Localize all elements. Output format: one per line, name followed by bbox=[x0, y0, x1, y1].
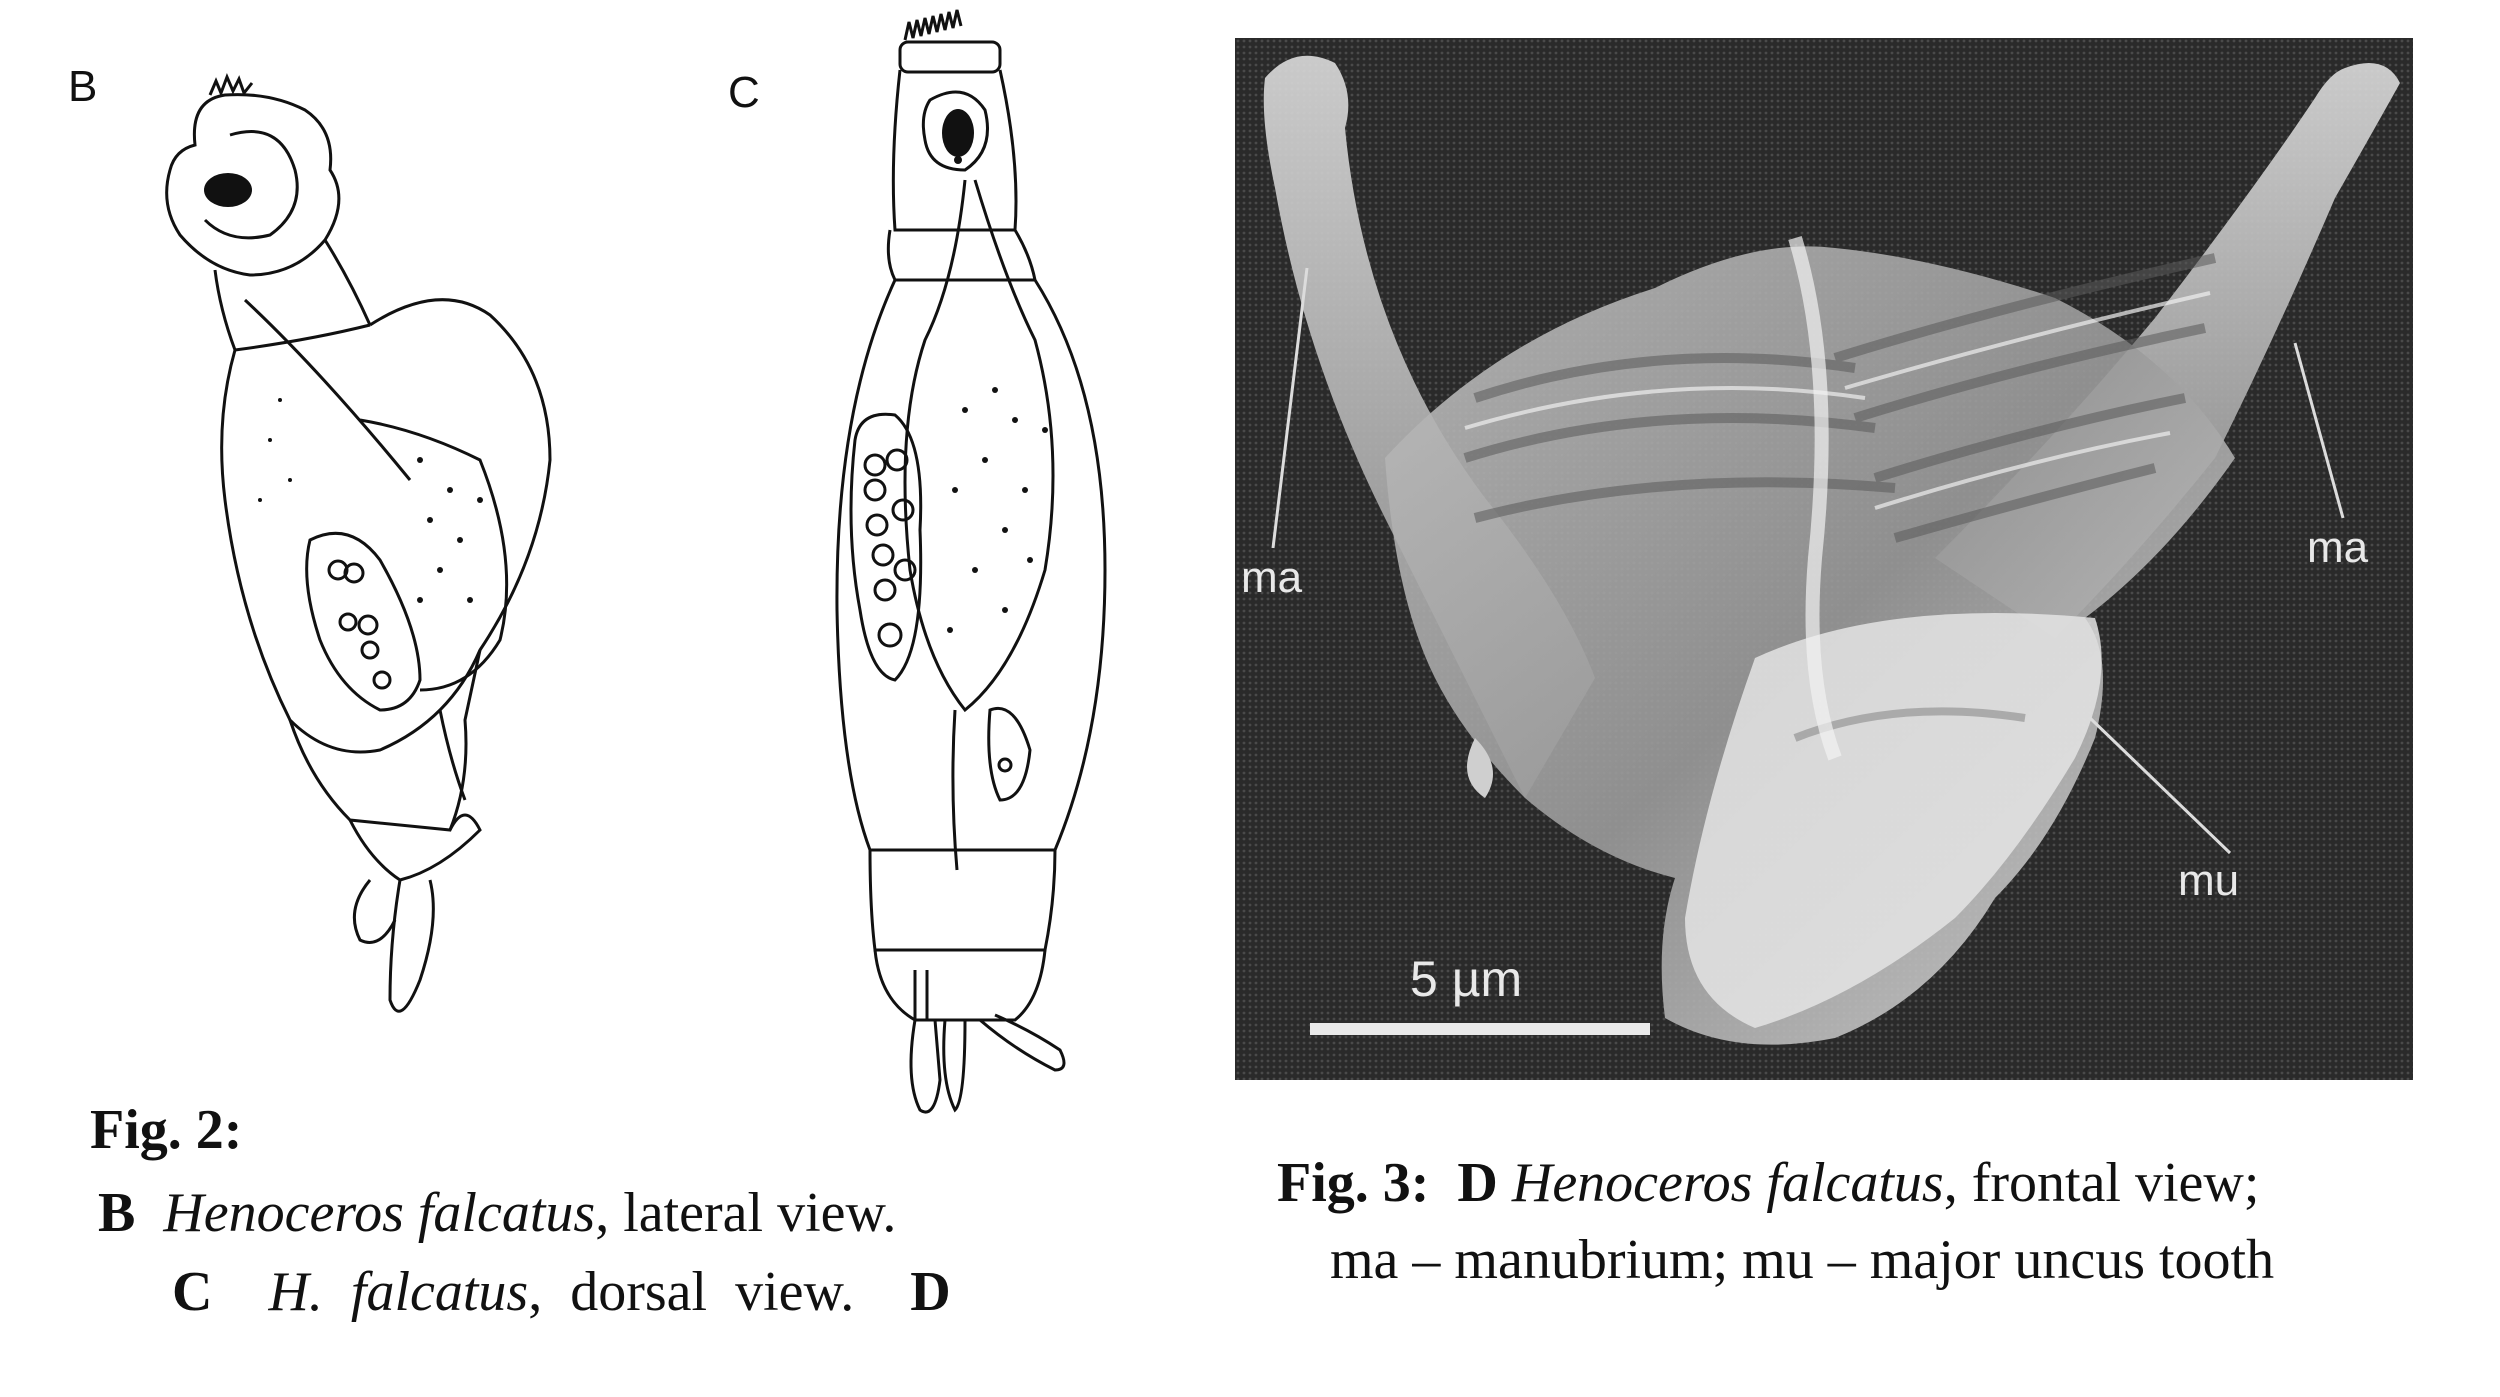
caption-rest-b: , lateral view. bbox=[595, 1182, 897, 1244]
fig3-rest: , frontal view; bbox=[1943, 1152, 2260, 1214]
caption-species-b: Henoceros falcatus bbox=[163, 1182, 596, 1244]
figure-3-caption-line-1 bbox=[1277, 1152, 2260, 1214]
figure-2-caption-line-b bbox=[98, 1182, 897, 1244]
fig3-species: Henoceros falcatus bbox=[1511, 1152, 1944, 1214]
caption-letter-b: B bbox=[98, 1182, 136, 1244]
panel-c-letter: C bbox=[728, 68, 760, 117]
label-ma-right: ma bbox=[2307, 523, 2369, 572]
fig3-label: Fig. 3: bbox=[1277, 1152, 1430, 1214]
dorsal-view-drawing bbox=[815, 10, 1145, 1130]
fig3-letter-d: D bbox=[1457, 1152, 1498, 1214]
figure-2-caption-title: Fig. 2: bbox=[90, 1099, 243, 1161]
caption-rest-c: , dorsal view. bbox=[528, 1261, 855, 1323]
scale-bar-label: 5 µm bbox=[1410, 951, 1523, 1007]
sem-micrograph bbox=[1235, 38, 2413, 1080]
caption-letter-d: D bbox=[910, 1261, 951, 1323]
scale-bar bbox=[1310, 1023, 1650, 1035]
caption-species-c: H. falcatus bbox=[268, 1261, 529, 1323]
panel-b-letter: B bbox=[68, 62, 98, 111]
figure-3-caption-line-2: ma – manubrium; mu – major uncus tooth bbox=[1330, 1229, 2275, 1291]
label-ma-left: ma bbox=[1241, 553, 1303, 602]
figure-2-caption-line-c bbox=[172, 1261, 951, 1323]
caption-letter-c: C bbox=[172, 1261, 213, 1323]
label-mu: mu bbox=[2178, 856, 2240, 905]
lateral-view-drawing bbox=[120, 40, 740, 1040]
